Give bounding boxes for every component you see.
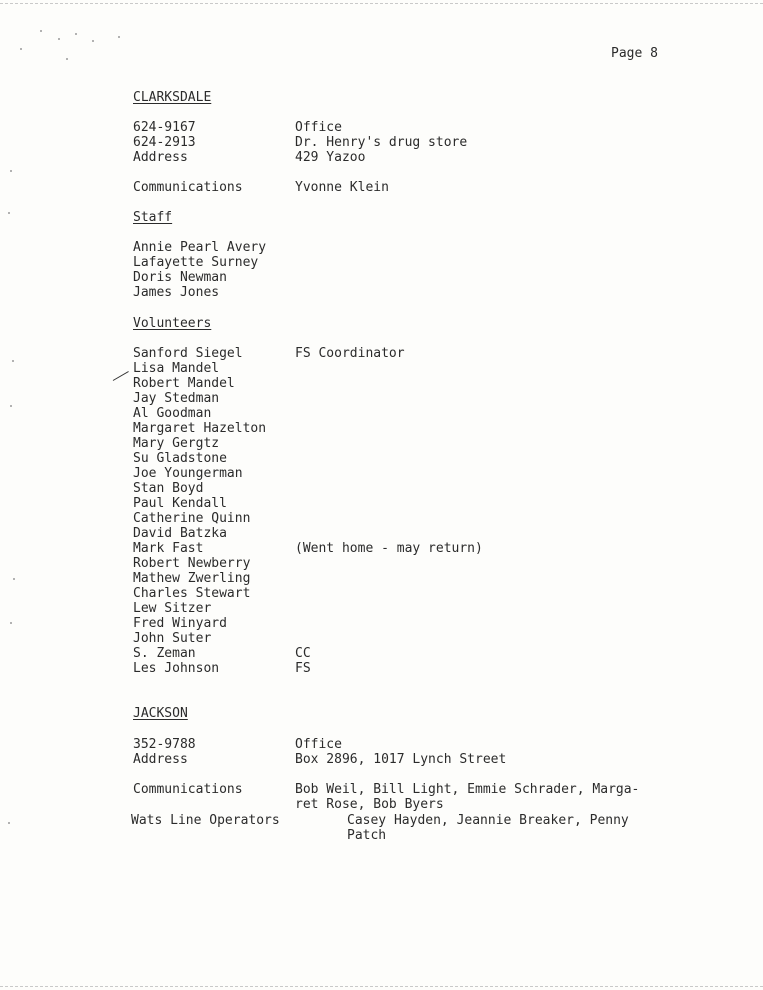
scan-speck [66,58,68,60]
volunteer-name: Al Goodman [133,406,212,421]
address-value: 429 Yazoo [295,150,366,165]
staff-name: Annie Pearl Avery [133,240,267,255]
volunteer-note: CC [295,646,311,661]
volunteer-name: Joe Youngerman [133,466,243,481]
wats-line-label: Wats Line Operators [131,813,280,828]
volunteer-name: Paul Kendall [133,496,227,511]
volunteer-note: (Went home - may return) [295,541,483,556]
volunteer-name: Sanford Siegel [133,346,243,361]
volunteer-name: S. Zeman [133,646,196,661]
volunteer-note: FS [295,661,311,676]
section-heading-clarksdale: CLARKSDALE [133,90,212,105]
communications-label: Communications [133,782,243,797]
scan-speck [10,622,12,624]
volunteer-name: Fred Winyard [133,616,227,631]
scan-speck [10,170,12,172]
scan-speck [92,40,94,42]
volunteer-name: Mark Fast [133,541,204,556]
communications-label: Communications [133,180,243,195]
scan-speck [58,38,60,40]
scan-speck [8,212,10,214]
communications-value: Bob Weil, Bill Light, Emmie Schrader, Marga- [295,782,640,797]
staff-name: Lafayette Surney [133,255,259,270]
volunteer-name: Mary Gergtz [133,436,220,451]
volunteer-name: David Batzka [133,526,227,541]
address-label: Address [133,752,188,767]
volunteer-name: Robert Mandel [133,376,235,391]
scan-speck [10,405,12,407]
volunteer-name: Robert Newberry [133,556,251,571]
volunteer-name: Charles Stewart [133,586,251,601]
office-label: Office [295,737,342,752]
office-phone: 352-9788 [133,737,196,752]
volunteer-name: Stan Boyd [133,481,204,496]
volunteer-name: Jay Stedman [133,391,220,406]
drugstore-phone: 624-2913 [133,135,196,150]
bottom-edge [0,986,763,987]
page-number: Page 8 [611,46,658,61]
drugstore-label: Dr. Henry's drug store [295,135,468,150]
scan-speck [20,48,22,50]
wats-line-value-cont: Patch [347,828,387,843]
volunteer-note: FS Coordinator [295,346,405,361]
scan-speck [40,30,42,32]
volunteer-name: Mathew Zwerling [133,571,251,586]
address-value: Box 2896, 1017 Lynch Street [295,752,507,767]
section-heading-jackson: JACKSON [133,706,188,721]
volunteer-name: Lisa Mandel [133,361,220,376]
volunteer-name: John Suter [133,631,212,646]
check-mark [113,371,129,381]
volunteer-name: Catherine Quinn [133,511,251,526]
office-label: Office [295,120,342,135]
volunteers-heading: Volunteers [133,316,212,331]
communications-value-cont: ret Rose, Bob Byers [295,797,444,812]
scan-speck [8,822,10,824]
volunteer-name: Su Gladstone [133,451,227,466]
staff-name: Doris Newman [133,270,227,285]
scan-speck [118,36,120,38]
address-label: Address [133,150,188,165]
communications-value: Yvonne Klein [295,180,389,195]
staff-name: James Jones [133,285,220,300]
top-edge [0,3,763,4]
scan-speck [13,578,15,580]
scan-speck [75,33,77,35]
scan-speck [12,360,14,362]
wats-line-value: Casey Hayden, Jeannie Breaker, Penny [347,813,629,828]
staff-heading: Staff [133,210,173,225]
volunteer-name: Lew Sitzer [133,601,212,616]
volunteer-name: Margaret Hazelton [133,421,267,436]
office-phone: 624-9167 [133,120,196,135]
volunteer-name: Les Johnson [133,661,220,676]
